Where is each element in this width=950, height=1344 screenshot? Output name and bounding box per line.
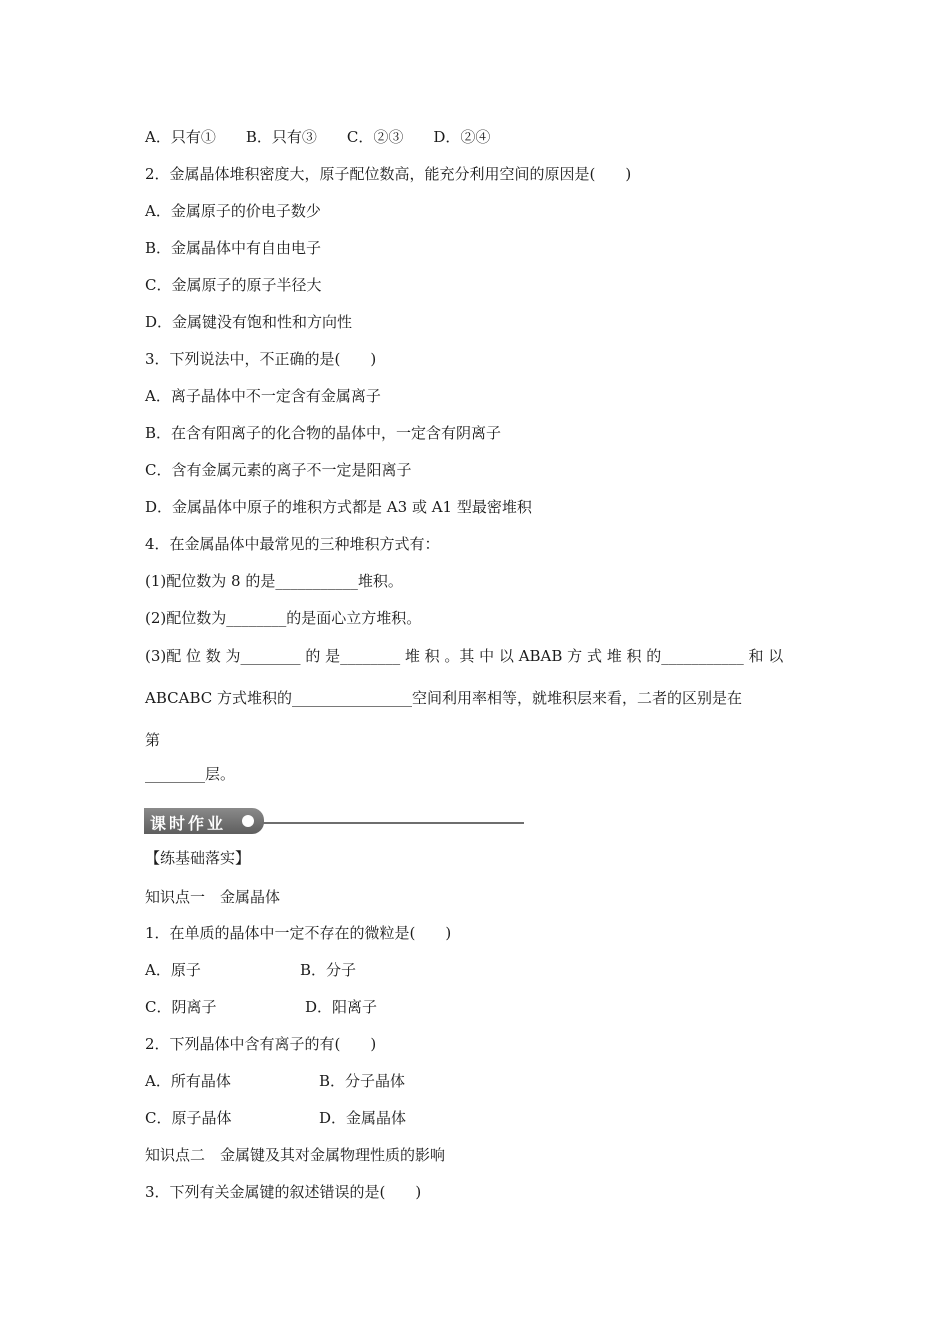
option-a: A．所有晶体 bbox=[145, 1072, 231, 1090]
option-d: D．金属键没有饱和性和方向性 bbox=[145, 313, 353, 331]
options-row bbox=[145, 1108, 407, 1128]
banner-title: 课时作业 bbox=[150, 814, 227, 833]
option-b: B．分子 bbox=[300, 961, 357, 979]
option-b: B．只有③ bbox=[245, 128, 317, 146]
question-3: 3．下列说法中，不正确的是( ) bbox=[145, 350, 377, 368]
options-row bbox=[145, 1071, 406, 1091]
sub-question-3-cont2: 第 bbox=[145, 731, 161, 749]
option-c: C．金属原子的原子半径大 bbox=[145, 276, 322, 294]
options-row bbox=[145, 960, 357, 980]
sub-question-3: (3)配 位 数 为________ 的 是________ 堆 积 。其 中 以 ABAB 方 式 堆 积 的___________ 和 以 bbox=[145, 647, 784, 665]
option-a: A．原子 bbox=[145, 961, 201, 979]
options-row-q1 bbox=[145, 127, 490, 147]
option-b: B．金属晶体中有自由电子 bbox=[145, 239, 322, 257]
option-d: D．金属晶体 bbox=[319, 1109, 407, 1127]
option-d: D．②④ bbox=[433, 128, 491, 146]
options-row bbox=[145, 997, 378, 1017]
option-d: D．金属晶体中原子的堆积方式都是 A3 或 A1 型最密堆积 bbox=[145, 498, 532, 516]
knowledge-point-2: 知识点二 金属键及其对金属物理性质的影响 bbox=[145, 1146, 446, 1164]
circle-icon bbox=[242, 815, 254, 827]
option-a: A．金属原子的价电子数少 bbox=[145, 202, 321, 220]
option-d: D．阳离子 bbox=[305, 998, 378, 1016]
option-b: B．分子晶体 bbox=[319, 1072, 406, 1090]
question-2: 2．金属晶体堆积密度大，原子配位数高，能充分利用空间的原因是( ) bbox=[145, 165, 632, 183]
question-1: 1．在单质的晶体中一定不存在的微粒是( ) bbox=[145, 924, 452, 942]
option-a: A．只有① bbox=[145, 128, 216, 146]
question-2: 2．下列晶体中含有离子的有( ) bbox=[145, 1035, 377, 1053]
section-header: 【练基础落实】 bbox=[145, 849, 251, 867]
option-a: A．离子晶体中不一定含有金属离子 bbox=[145, 387, 381, 405]
sub-question-2: (2)配位数为________的是面心立方堆积。 bbox=[145, 609, 422, 627]
knowledge-point-1: 知识点一 金属晶体 bbox=[145, 888, 281, 906]
option-b: B．在含有阳离子的化合物的晶体中，一定含有阴离子 bbox=[145, 424, 502, 442]
banner-rule bbox=[262, 822, 524, 824]
question-4: 4．在金属晶体中最常见的三种堆积方式有： bbox=[145, 535, 440, 553]
option-c: C．原子晶体 bbox=[145, 1109, 232, 1127]
sub-question-3-cont3: ________层。 bbox=[145, 765, 236, 783]
option-c: C．阴离子 bbox=[145, 998, 217, 1016]
option-c: C．含有金属元素的离子不一定是阳离子 bbox=[145, 461, 412, 479]
option-c: C．②③ bbox=[346, 128, 404, 146]
question-3: 3．下列有关金属键的叙述错误的是( ) bbox=[145, 1183, 422, 1201]
sub-question-3-cont: ABCABC 方式堆积的________________空间利用率相等，就堆积层来看，二者的区别是在 bbox=[145, 689, 742, 707]
section-banner bbox=[144, 808, 529, 834]
sub-question-1: (1)配位数为 8 的是___________堆积。 bbox=[145, 572, 403, 590]
